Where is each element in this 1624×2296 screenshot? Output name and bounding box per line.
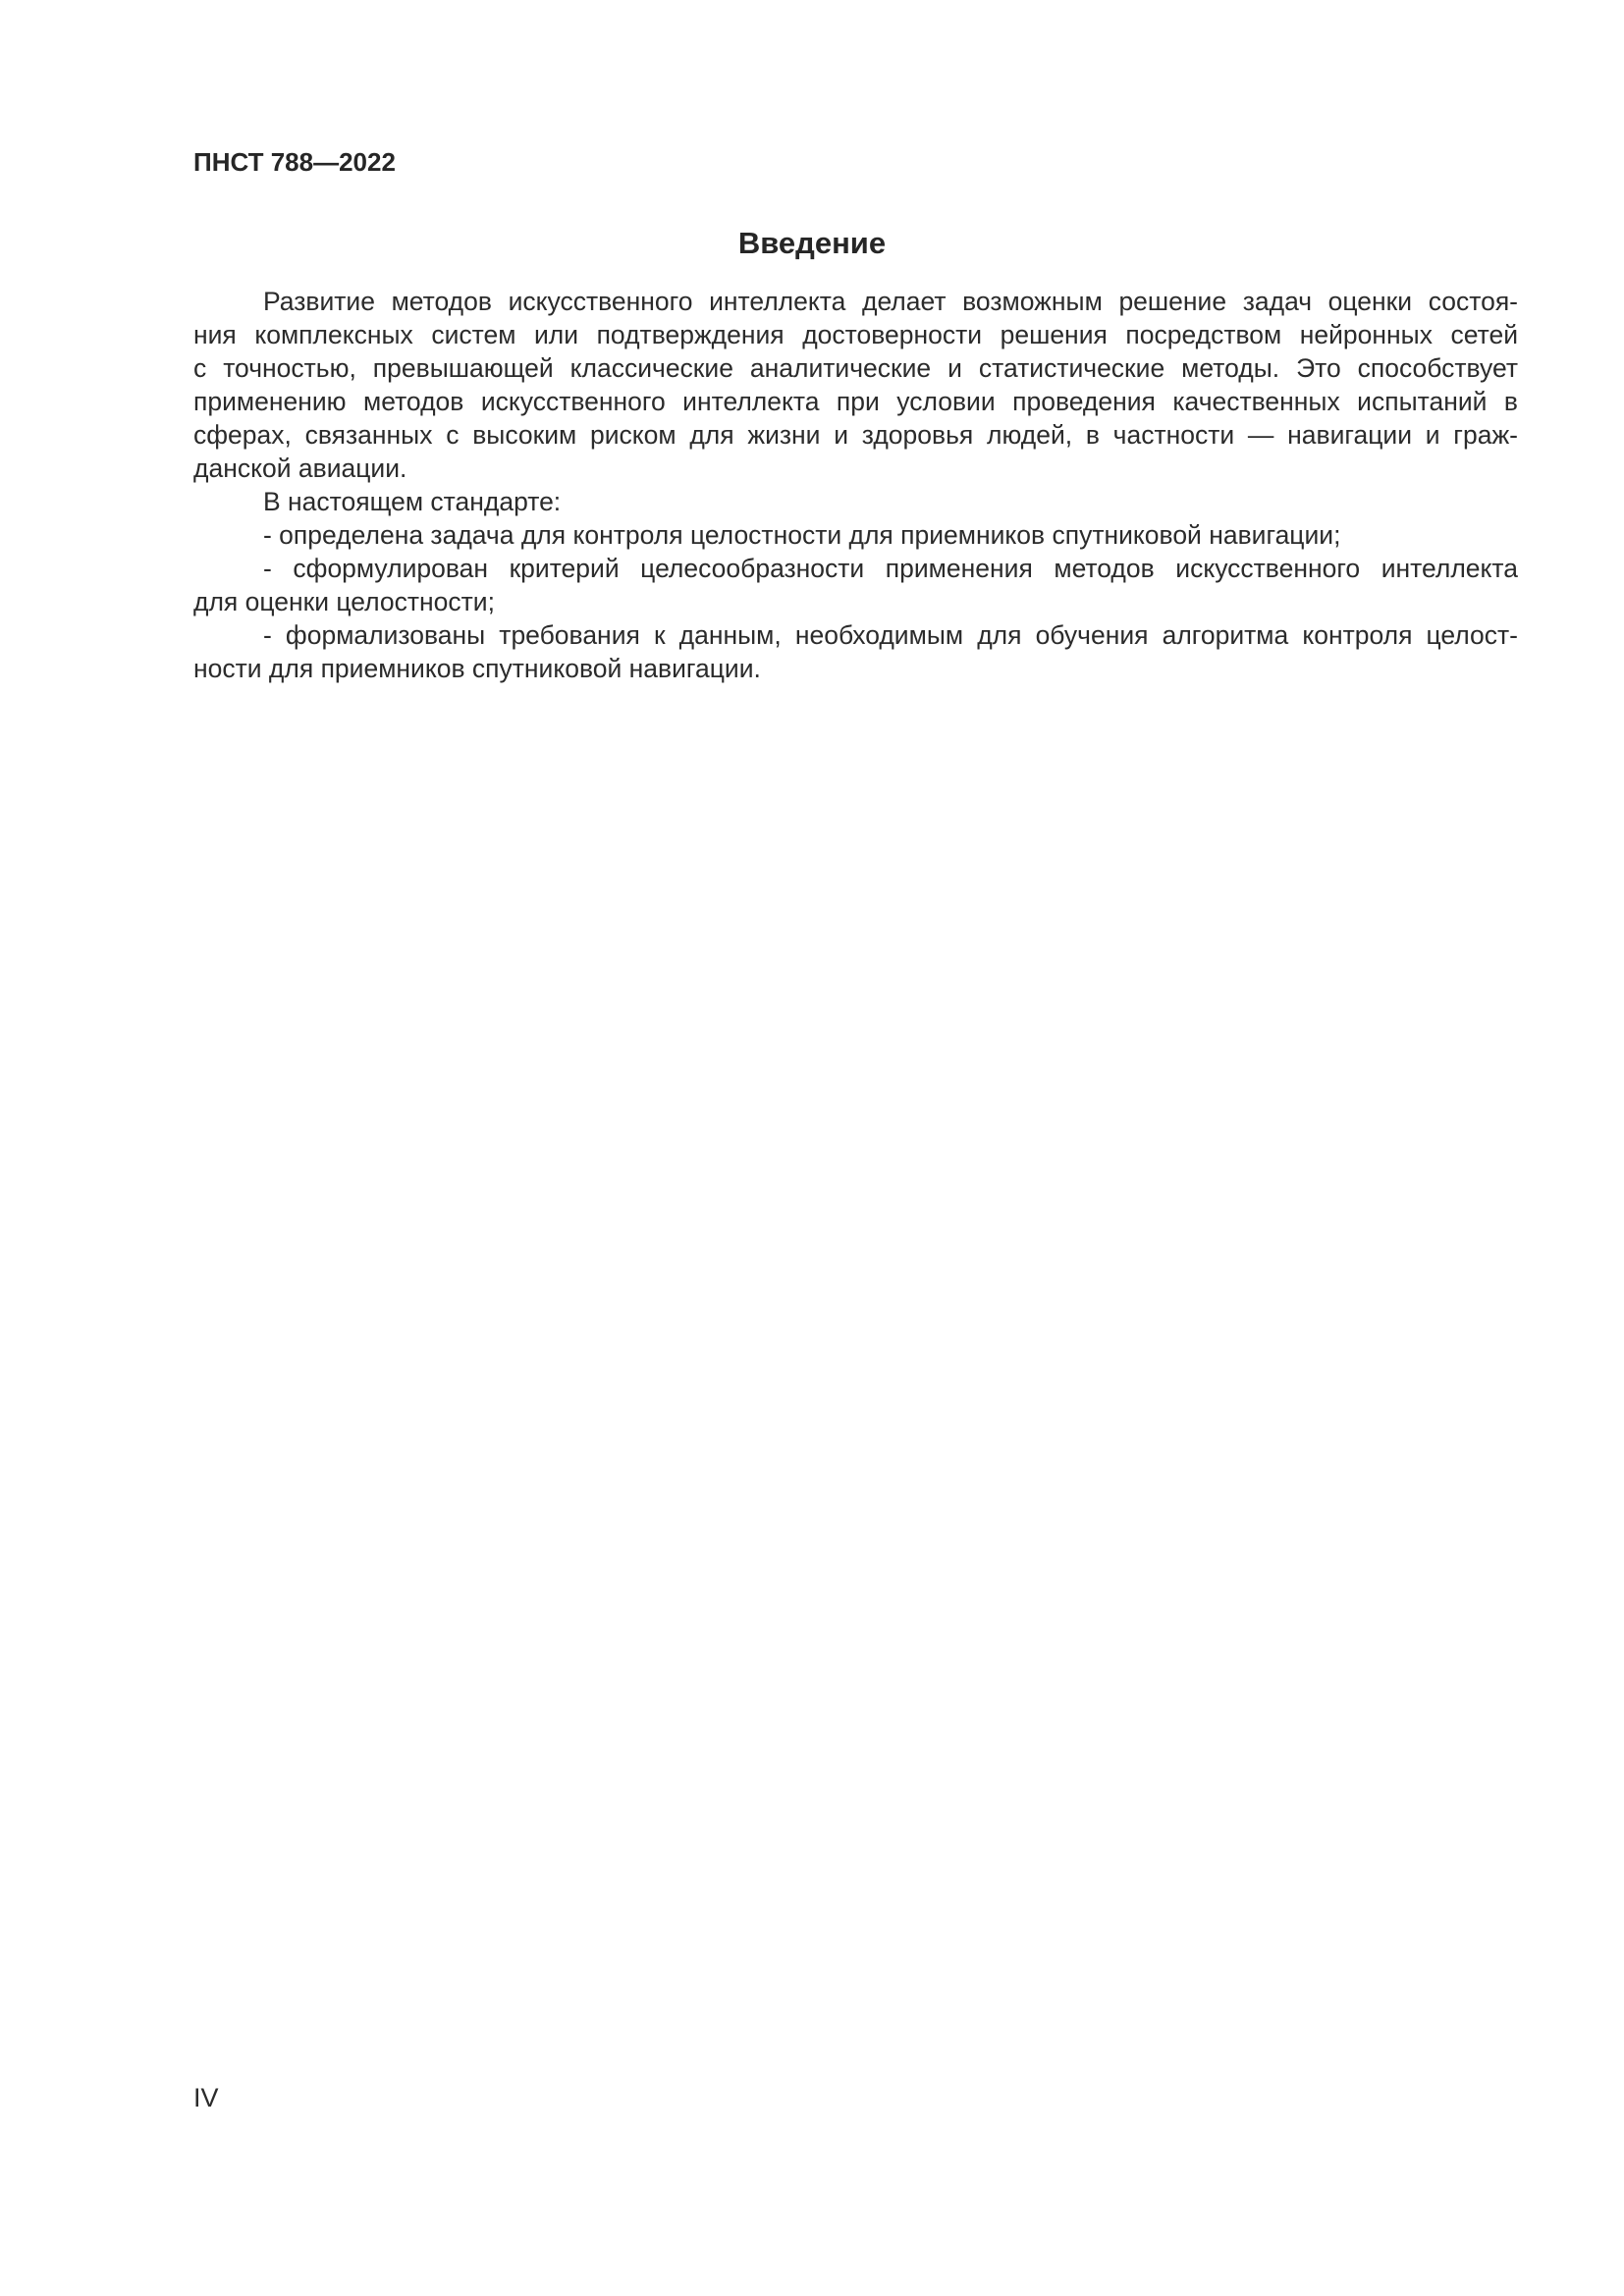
document-body xyxy=(193,285,1518,685)
paragraph-line: В настоящем стандарте: xyxy=(263,487,562,516)
paragraph-line: ния комплексных систем или подтверждения достоверности решения посредством нейронных сетей xyxy=(193,320,1518,349)
section-heading: Введение xyxy=(737,226,887,260)
paragraph-line: сферах, связанных с высоким риском для жизни и здоровья людей, в частности — навигации и граж- xyxy=(193,420,1518,450)
paragraph-line: Развитие методов искусственного интеллекта делает возможным решение задач оценки состоя- xyxy=(263,287,1518,316)
page-number: IV xyxy=(193,2083,219,2112)
paragraph-line: данской авиации. xyxy=(193,454,407,483)
list-item-line: - определена задача для контроля целостности для приемников спутниковой навигации; xyxy=(263,520,1341,550)
paragraph-line: с точностью, превышающей классические аналитические и статистические методы. Это способствует xyxy=(193,353,1518,383)
paragraph-line: применению методов искусственного интеллекта при условии проведения качественных испытаний в xyxy=(193,387,1518,416)
list-item-line: - сформулирован критерий целесообразности применения методов искусственного интеллекта xyxy=(263,554,1518,583)
list-item-line: - формализованы требования к данным, необходимым для обучения алгоритма контроля целост- xyxy=(263,620,1518,650)
document-id: ПНСТ 788—2022 xyxy=(193,147,396,177)
list-item-line: ности для приемников спутниковой навигации. xyxy=(193,654,761,683)
list-item-line: для оценки целостности; xyxy=(193,587,495,616)
